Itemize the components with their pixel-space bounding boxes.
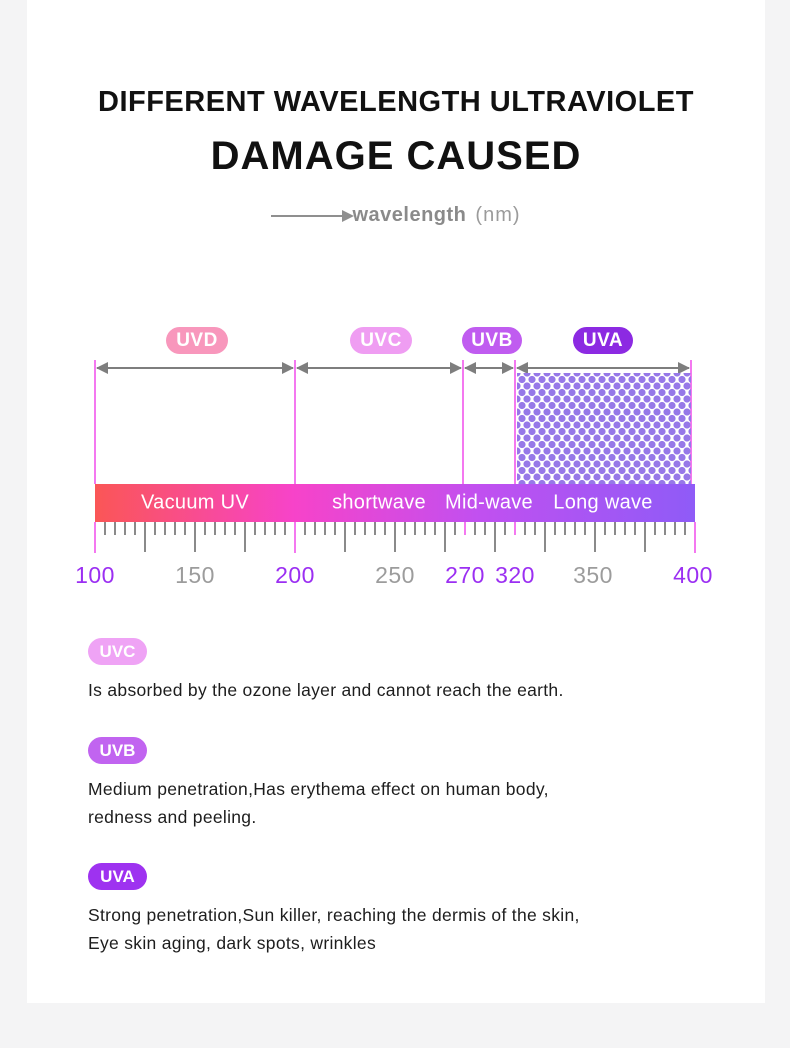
description-lines — [88, 676, 564, 704]
ruler-tick — [444, 522, 446, 552]
ruler-tick — [584, 522, 586, 535]
ruler-tick — [314, 522, 316, 535]
description-line: Strong penetration,Sun killer, reaching the dermis of the skin, — [88, 905, 580, 925]
description-line: Is absorbed by the ozone layer and cannot reach the earth. — [88, 680, 564, 700]
band-pill-uva: UVA — [573, 327, 633, 354]
ruler-tick — [404, 522, 406, 535]
ruler-tick — [384, 522, 386, 535]
ruler-tick — [304, 522, 306, 535]
ruler-tick — [134, 522, 136, 535]
ruler-tick — [354, 522, 356, 535]
ruler-tick — [194, 522, 196, 552]
ruler-tick — [124, 522, 126, 535]
ruler-tick — [524, 522, 526, 535]
ruler-tick — [644, 522, 646, 552]
wavelength-label: wavelength — [352, 204, 467, 226]
uv-description-uvb — [88, 737, 549, 831]
ruler-tick — [154, 522, 156, 535]
ruler-tick — [344, 522, 346, 552]
ruler-tick — [634, 522, 636, 535]
ruler-tick — [434, 522, 436, 535]
bar-segment-label-long: Long wave — [553, 491, 653, 514]
ruler-tick — [624, 522, 626, 535]
ruler-tick — [184, 522, 186, 535]
ruler-tick — [424, 522, 426, 535]
ruler-tick — [464, 522, 466, 535]
description-lines — [88, 775, 549, 831]
guide-line-320nm — [514, 360, 516, 484]
wavelength-unit: (nm) — [475, 204, 521, 226]
axis-number-100: 100 — [75, 562, 115, 588]
ruler-tick — [494, 522, 496, 552]
axis-number-400: 400 — [673, 562, 713, 588]
ruler-tick — [284, 522, 286, 535]
ruler-tick — [274, 522, 276, 535]
ruler-tick — [254, 522, 256, 535]
spectrum-gradient-bar — [95, 484, 695, 522]
ruler-tick — [694, 522, 696, 553]
ruler-tick — [234, 522, 236, 535]
axis-number-350: 350 — [573, 562, 613, 588]
ruler-tick — [144, 522, 146, 552]
ruler-tick — [484, 522, 486, 535]
ruler-tick — [104, 522, 106, 535]
axis-number-320: 320 — [495, 562, 535, 588]
ruler-tick — [214, 522, 216, 535]
range-arrow-uva — [517, 367, 689, 369]
description-line: Medium penetration,Has erythema effect on human body, — [88, 779, 549, 799]
ruler-tick — [654, 522, 656, 535]
axis-number-250: 250 — [375, 562, 415, 588]
uv-description-uvc — [88, 638, 564, 704]
ruler-tick — [574, 522, 576, 535]
ruler-tick — [264, 522, 266, 535]
range-arrow-uvd — [97, 367, 293, 369]
range-arrow-uvc — [297, 367, 461, 369]
ruler-tick — [374, 522, 376, 535]
ruler-tick — [564, 522, 566, 535]
ruler-tick — [674, 522, 676, 535]
band-pill-uvb: UVB — [462, 327, 522, 354]
bar-segment-label-vacuum: Vacuum UV — [141, 491, 249, 514]
ruler-tick — [514, 522, 516, 535]
range-arrow-uvb — [465, 367, 513, 369]
title-line-1: DIFFERENT WAVELENGTH ULTRAVIOLET — [98, 86, 694, 118]
description-line: Eye skin aging, dark spots, wrinkles — [88, 933, 377, 953]
legend-pill-uvb: UVB — [88, 737, 147, 764]
uv-infographic-card — [27, 0, 765, 1003]
ruler-tick — [614, 522, 616, 535]
uv-description-uva — [88, 863, 580, 957]
legend-pill-uva: UVA — [88, 863, 147, 890]
ruler-tick — [604, 522, 606, 535]
description-lines — [88, 901, 580, 957]
ruler-tick — [244, 522, 246, 552]
legend-pill-uvc: UVC — [88, 638, 147, 665]
uva-dot-pattern — [517, 373, 691, 484]
ruler-tick — [544, 522, 546, 552]
ruler-tick — [204, 522, 206, 535]
uv-spectrum-diagram — [27, 0, 765, 1003]
bar-segment-label-mid: Mid-wave — [445, 491, 533, 514]
ruler-tick — [334, 522, 336, 535]
ruler-tick — [174, 522, 176, 535]
ruler-tick — [414, 522, 416, 535]
guide-line-100nm — [94, 360, 96, 484]
ruler-tick — [474, 522, 476, 535]
ruler-tick — [94, 522, 96, 553]
description-line: redness and peeling. — [88, 807, 257, 827]
band-pill-uvc: UVC — [350, 327, 412, 354]
ruler-tick — [504, 522, 506, 535]
ruler-tick — [114, 522, 116, 535]
axis-number-150: 150 — [175, 562, 215, 588]
ruler-tick — [664, 522, 666, 535]
ruler-tick — [324, 522, 326, 535]
ruler-tick — [394, 522, 396, 552]
title-line-2: DAMAGE CAUSED — [210, 134, 582, 178]
bar-segment-label-short: shortwave — [332, 491, 426, 514]
band-pill-uvd: UVD — [166, 327, 228, 354]
ruler-tick — [594, 522, 596, 552]
ruler-tick — [534, 522, 536, 535]
ruler-tick — [164, 522, 166, 535]
guide-line-200nm — [294, 360, 296, 484]
ruler-tick — [684, 522, 686, 535]
axis-number-270: 270 — [445, 562, 485, 588]
ruler-tick — [294, 522, 296, 553]
guide-line-270nm — [462, 360, 464, 484]
ruler-tick — [454, 522, 456, 535]
axis-number-200: 200 — [275, 562, 315, 588]
ruler-tick — [224, 522, 226, 535]
ruler-tick — [364, 522, 366, 535]
ruler-tick — [554, 522, 556, 535]
